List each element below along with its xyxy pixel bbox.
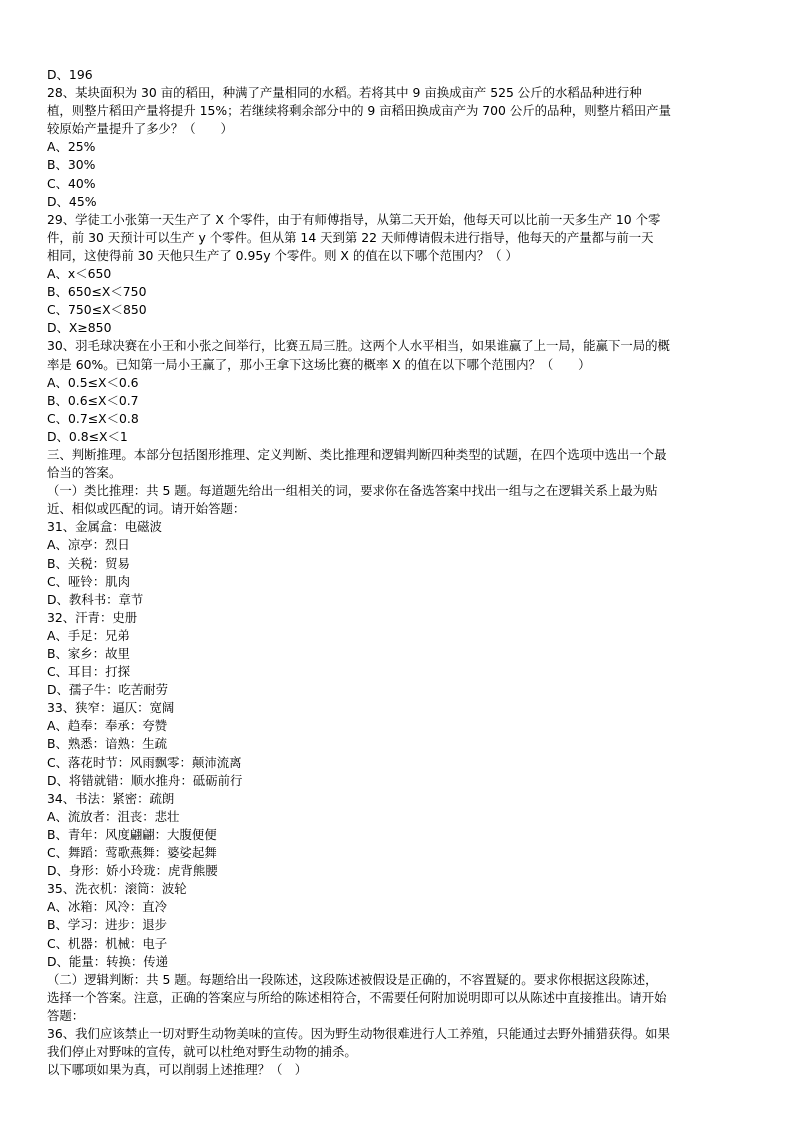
text-line: D、身形：娇小玲珑：虎背熊腰 <box>47 863 218 879</box>
text-line: 较原始产量提升了多少？（ ） <box>47 121 233 137</box>
text-line: A、手足：兄弟 <box>47 627 130 643</box>
text-line: 34、书法：紧密：疏朗 <box>47 790 175 806</box>
text-line: D、教科书：章节 <box>47 591 144 607</box>
text-line: D、能量：转换：传递 <box>47 953 169 969</box>
text-line: D、X≥850 <box>47 320 112 336</box>
text-line: 33、狭窄：逼仄：宽阔 <box>47 700 175 716</box>
text-line: C、机器：机械：电子 <box>47 935 168 951</box>
text-line: 36、我们应该禁止一切对野生动物美味的宣传。因为野生动物很难进行人工养殖，只能通过去野外捕猎获得。如果 <box>47 1025 670 1041</box>
text-line: 选择一个答案。注意，正确的答案应与所给的陈述相符合，不需要任何附加说明即可以从陈述中直接推出。请开始 <box>47 989 667 1005</box>
text-line: 32、汗青：史册 <box>47 609 138 625</box>
text-line: 答题： <box>47 1007 85 1023</box>
text-line: B、学习：进步：退步 <box>47 917 168 933</box>
text-line: A、趋奉：奉承：夸赞 <box>47 718 167 734</box>
text-line: B、熟悉：谙熟：生疏 <box>47 736 168 752</box>
text-line: B、关税：贸易 <box>47 555 130 571</box>
text-line: 率是 60%。已知第一局小王赢了，那小王拿下这场比赛的概率 X 的值在以下哪个范围内？（ ） <box>47 356 591 372</box>
text-line: D、孺子牛：吃苦耐劳 <box>47 682 169 698</box>
text-line: 近、相似或匹配的词。请开始答题： <box>47 501 246 517</box>
text-line: B、650≤X＜750 <box>47 284 147 300</box>
text-line: A、凉亭：烈日 <box>47 537 130 553</box>
text-line: 29、学徒工小张第一天生产了 X 个零件，由于有师傅指导，从第二天开始，他每天可以比前一天多生产 10 个零 <box>47 211 661 227</box>
text-line: D、0.8≤X＜1 <box>47 428 128 444</box>
text-line: C、落花时节：风雨飘零：颠沛流离 <box>47 754 242 770</box>
text-line: 我们停止对野味的宣传，就可以杜绝对野生动物的捕杀。 <box>47 1044 357 1060</box>
text-line: C、哑铃：肌肉 <box>47 573 130 589</box>
text-line: C、750≤X＜850 <box>47 302 147 318</box>
text-line: 相同，这使得前 30 天他只生产了 0.95y 个零件。则 X 的值在以下哪个范围内？（ ） <box>47 247 518 263</box>
text-line: 恰当的答案。 <box>47 465 122 481</box>
text-line: A、流放者：沮丧：悲壮 <box>47 808 180 824</box>
text-line: （一）类比推理：共 5 题。每道题先给出一组相关的词，要求你在备选答案中找出一组与之在逻辑关系上最为贴 <box>47 483 658 499</box>
text-line: D、196 <box>47 67 93 82</box>
text-line: 30、羽毛球决赛在小王和小张之间举行，比赛五局三胜。这两个人水平相当，如果谁赢了上一局，能赢下一局的概 <box>47 338 670 354</box>
text-line: A、x＜650 <box>47 266 112 282</box>
text-line: 植，则整片稻田产量将提升 15%；若继续将剩余部分中的 9 亩稻田换成亩产为 700 公斤的品种，则整片稻田产量 <box>47 103 671 119</box>
text-line: 31、金属盒：电磁波 <box>47 519 162 535</box>
text-line: 三、判断推理。本部分包括图形推理、定义判断、类比推理和逻辑判断四种类型的试题，在四个选项中选出一个最 <box>47 446 667 462</box>
document-page <box>47 66 752 1079</box>
text-line: A、25% <box>47 139 96 155</box>
text-line: A、冰箱：风冷：直冷 <box>47 899 167 915</box>
text-line: 以下哪项如果为真，可以削弱上述推理？（ ） <box>47 1062 308 1078</box>
text-line: D、45% <box>47 193 97 209</box>
text-line: C、耳目：打探 <box>47 664 130 680</box>
text-line: B、0.6≤X＜0.7 <box>47 392 139 408</box>
text-line: 35、洗衣机：滚筒：波轮 <box>47 881 187 897</box>
text-line: 28、某块面积为 30 亩的稻田，种满了产量相同的水稻。若将其中 9 亩换成亩产 525 公斤的水稻品种进行种 <box>47 85 642 101</box>
text-line: B、30% <box>47 157 96 173</box>
text-line: C、40% <box>47 175 96 191</box>
text-line: D、将错就错：顺水推舟：砥砺前行 <box>47 772 243 788</box>
text-line: （二）逻辑判断：共 5 题。每题给出一段陈述，这段陈述被假设是正确的，不容置疑的。要求你根据这段陈述， <box>47 971 658 987</box>
text-line: C、舞蹈：莺歌燕舞：婆娑起舞 <box>47 845 217 861</box>
text-line: B、青年：风度翩翩：大腹便便 <box>47 826 217 842</box>
text-line: C、0.7≤X＜0.8 <box>47 410 139 426</box>
text-line: 件，前 30 天预计可以生产 y 个零件。但从第 14 天到第 22 天师傅请假未进行指导，他每天的产量都与前一天 <box>47 229 654 245</box>
text-line: B、家乡：故里 <box>47 646 130 661</box>
text-line: A、0.5≤X＜0.6 <box>47 374 139 390</box>
